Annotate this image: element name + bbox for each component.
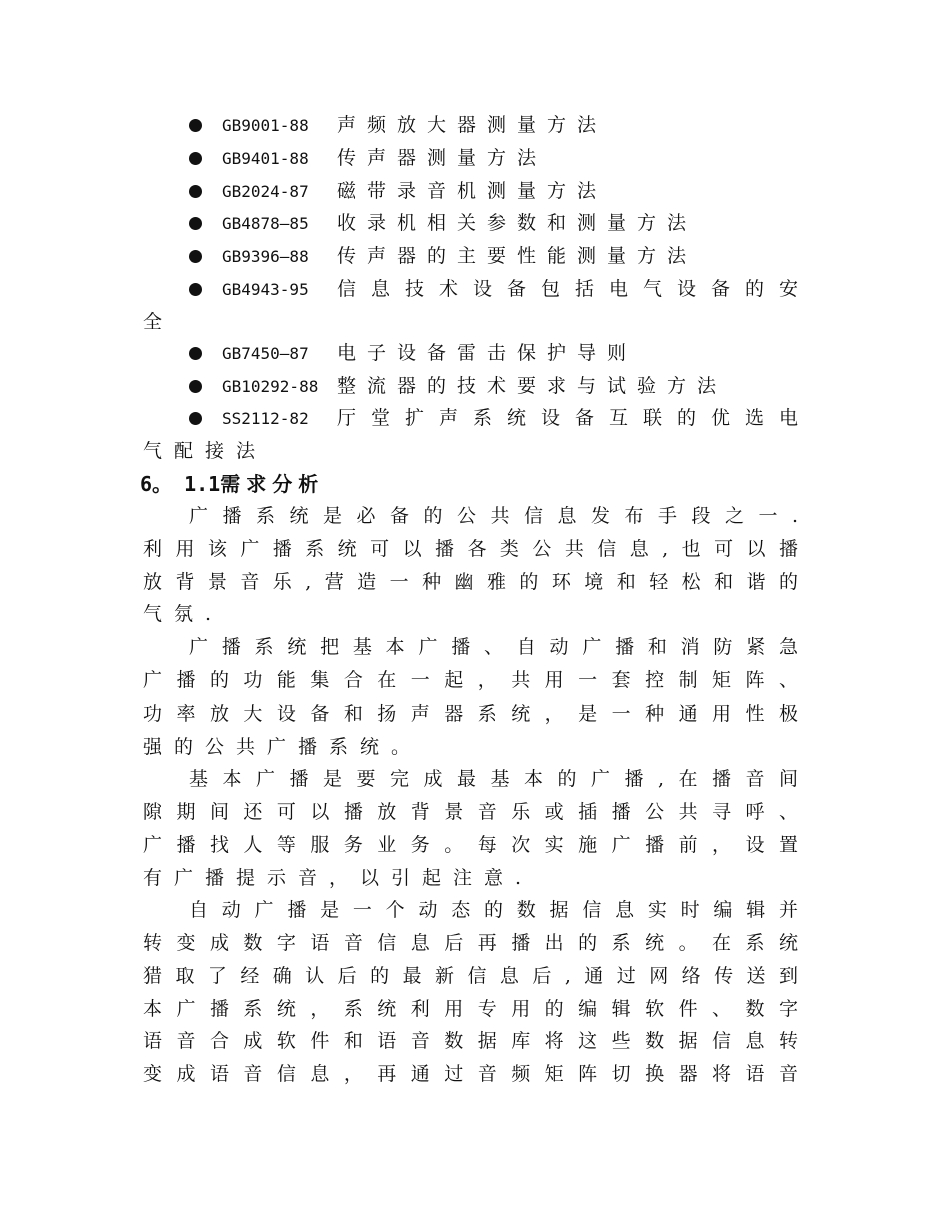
paragraph-line: 广播的功能集合在一起，共用一套控制矩阵、 — [143, 669, 798, 691]
paragraph-line: 隙期间还可以播放背景音乐或插播公共寻呼、 — [143, 801, 798, 823]
standard-item — [189, 273, 798, 306]
bullet-icon — [189, 217, 202, 230]
standard-item — [189, 142, 798, 175]
bullet-icon — [189, 185, 202, 198]
standard-code: GB2024-87 — [222, 182, 309, 201]
standard-code: GB9396—88 — [222, 247, 309, 266]
bullet-icon — [189, 283, 202, 296]
section-title: 需求分析 — [220, 472, 325, 496]
paragraph-line: 有广播提示音，以引起注意. — [143, 867, 534, 889]
paragraph-line: 广播系统把基本广播、自动广播和消防紧急 — [189, 636, 798, 658]
standard-title: 传声器测量方法 — [337, 147, 548, 169]
standard-code: GB7450—87 — [222, 344, 309, 363]
paragraph-line: 放背景音乐,营造一种幽雅的环境和轻松和谐的 — [143, 571, 798, 593]
standard-item — [189, 109, 798, 142]
standard-title: 信息技术设备包括电气设备的安 — [337, 278, 798, 300]
bullet-icon — [189, 152, 202, 165]
paragraph-line: 气氛. — [143, 603, 224, 625]
standard-code: GB9401-88 — [222, 149, 309, 168]
bullet-icon — [189, 380, 202, 393]
paragraph-line: 基本广播是要完成最基本的广播,在播音间 — [189, 768, 798, 790]
standard-item — [189, 402, 798, 435]
standard-code: GB10292-88 — [222, 377, 319, 396]
standard-title: 整流器的技术要求与试验方法 — [337, 375, 728, 397]
paragraph-line: 利用该广播系统可以播各类公共信息,也可以播 — [143, 538, 798, 560]
standard-item — [189, 240, 798, 273]
paragraph-line: 广播找人等服务业务。每次实施广播前，设置 — [143, 834, 798, 856]
bullet-icon — [189, 250, 202, 263]
paragraph-line: 猎取了经确认后的最新信息后,通过网络传送到 — [143, 965, 798, 987]
paragraph-line: 语音合成软件和语音数据库将这些数据信息转 — [143, 1030, 798, 1052]
bullet-icon — [189, 347, 202, 360]
standard-item — [189, 207, 798, 240]
bullet-icon — [189, 412, 202, 425]
standard-code: GB4878—85 — [222, 214, 309, 233]
standard-title: 电子设备雷击保护导则 — [337, 342, 638, 364]
paragraph-line: 本广播系统，系统利用专用的编辑软件、数字 — [143, 998, 798, 1020]
standard-title: 收录机相关参数和测量方法 — [337, 212, 698, 234]
standard-title-continuation: 全 — [143, 311, 175, 333]
paragraph-line: 转变成数字语音信息后再播出的系统。在系统 — [143, 932, 798, 954]
standard-title: 传声器的主要性能测量方法 — [337, 245, 698, 267]
standard-title: 厅堂扩声系统设备互联的优选电 — [337, 407, 798, 429]
paragraph-line: 自动广播是一个动态的数据信息实时编辑并 — [189, 899, 798, 921]
standard-code: SS2112-82 — [222, 409, 309, 428]
standard-code: GB4943-95 — [222, 280, 309, 299]
paragraph-line: 变成语音信息，再通过音频矩阵切换器将语音 — [143, 1063, 798, 1085]
standard-code: GB9001-88 — [222, 116, 309, 135]
bullet-icon — [189, 119, 202, 132]
paragraph-line: 广播系统是必备的公共信息发布手段之一. — [189, 505, 798, 527]
standard-title-continuation: 气配接法 — [143, 440, 268, 462]
section-heading — [140, 467, 324, 501]
section-number: 6。 1.1 — [140, 472, 221, 496]
standard-item — [189, 337, 798, 370]
paragraph-line: 功率放大设备和扬声器系统，是一种通用性极 — [143, 703, 798, 725]
standard-item — [189, 175, 798, 208]
standard-title: 磁带录音机测量方法 — [337, 180, 608, 202]
standard-title: 声频放大器测量方法 — [337, 114, 608, 136]
standard-item — [189, 370, 798, 403]
paragraph-line: 强的公共广播系统。 — [143, 736, 423, 758]
